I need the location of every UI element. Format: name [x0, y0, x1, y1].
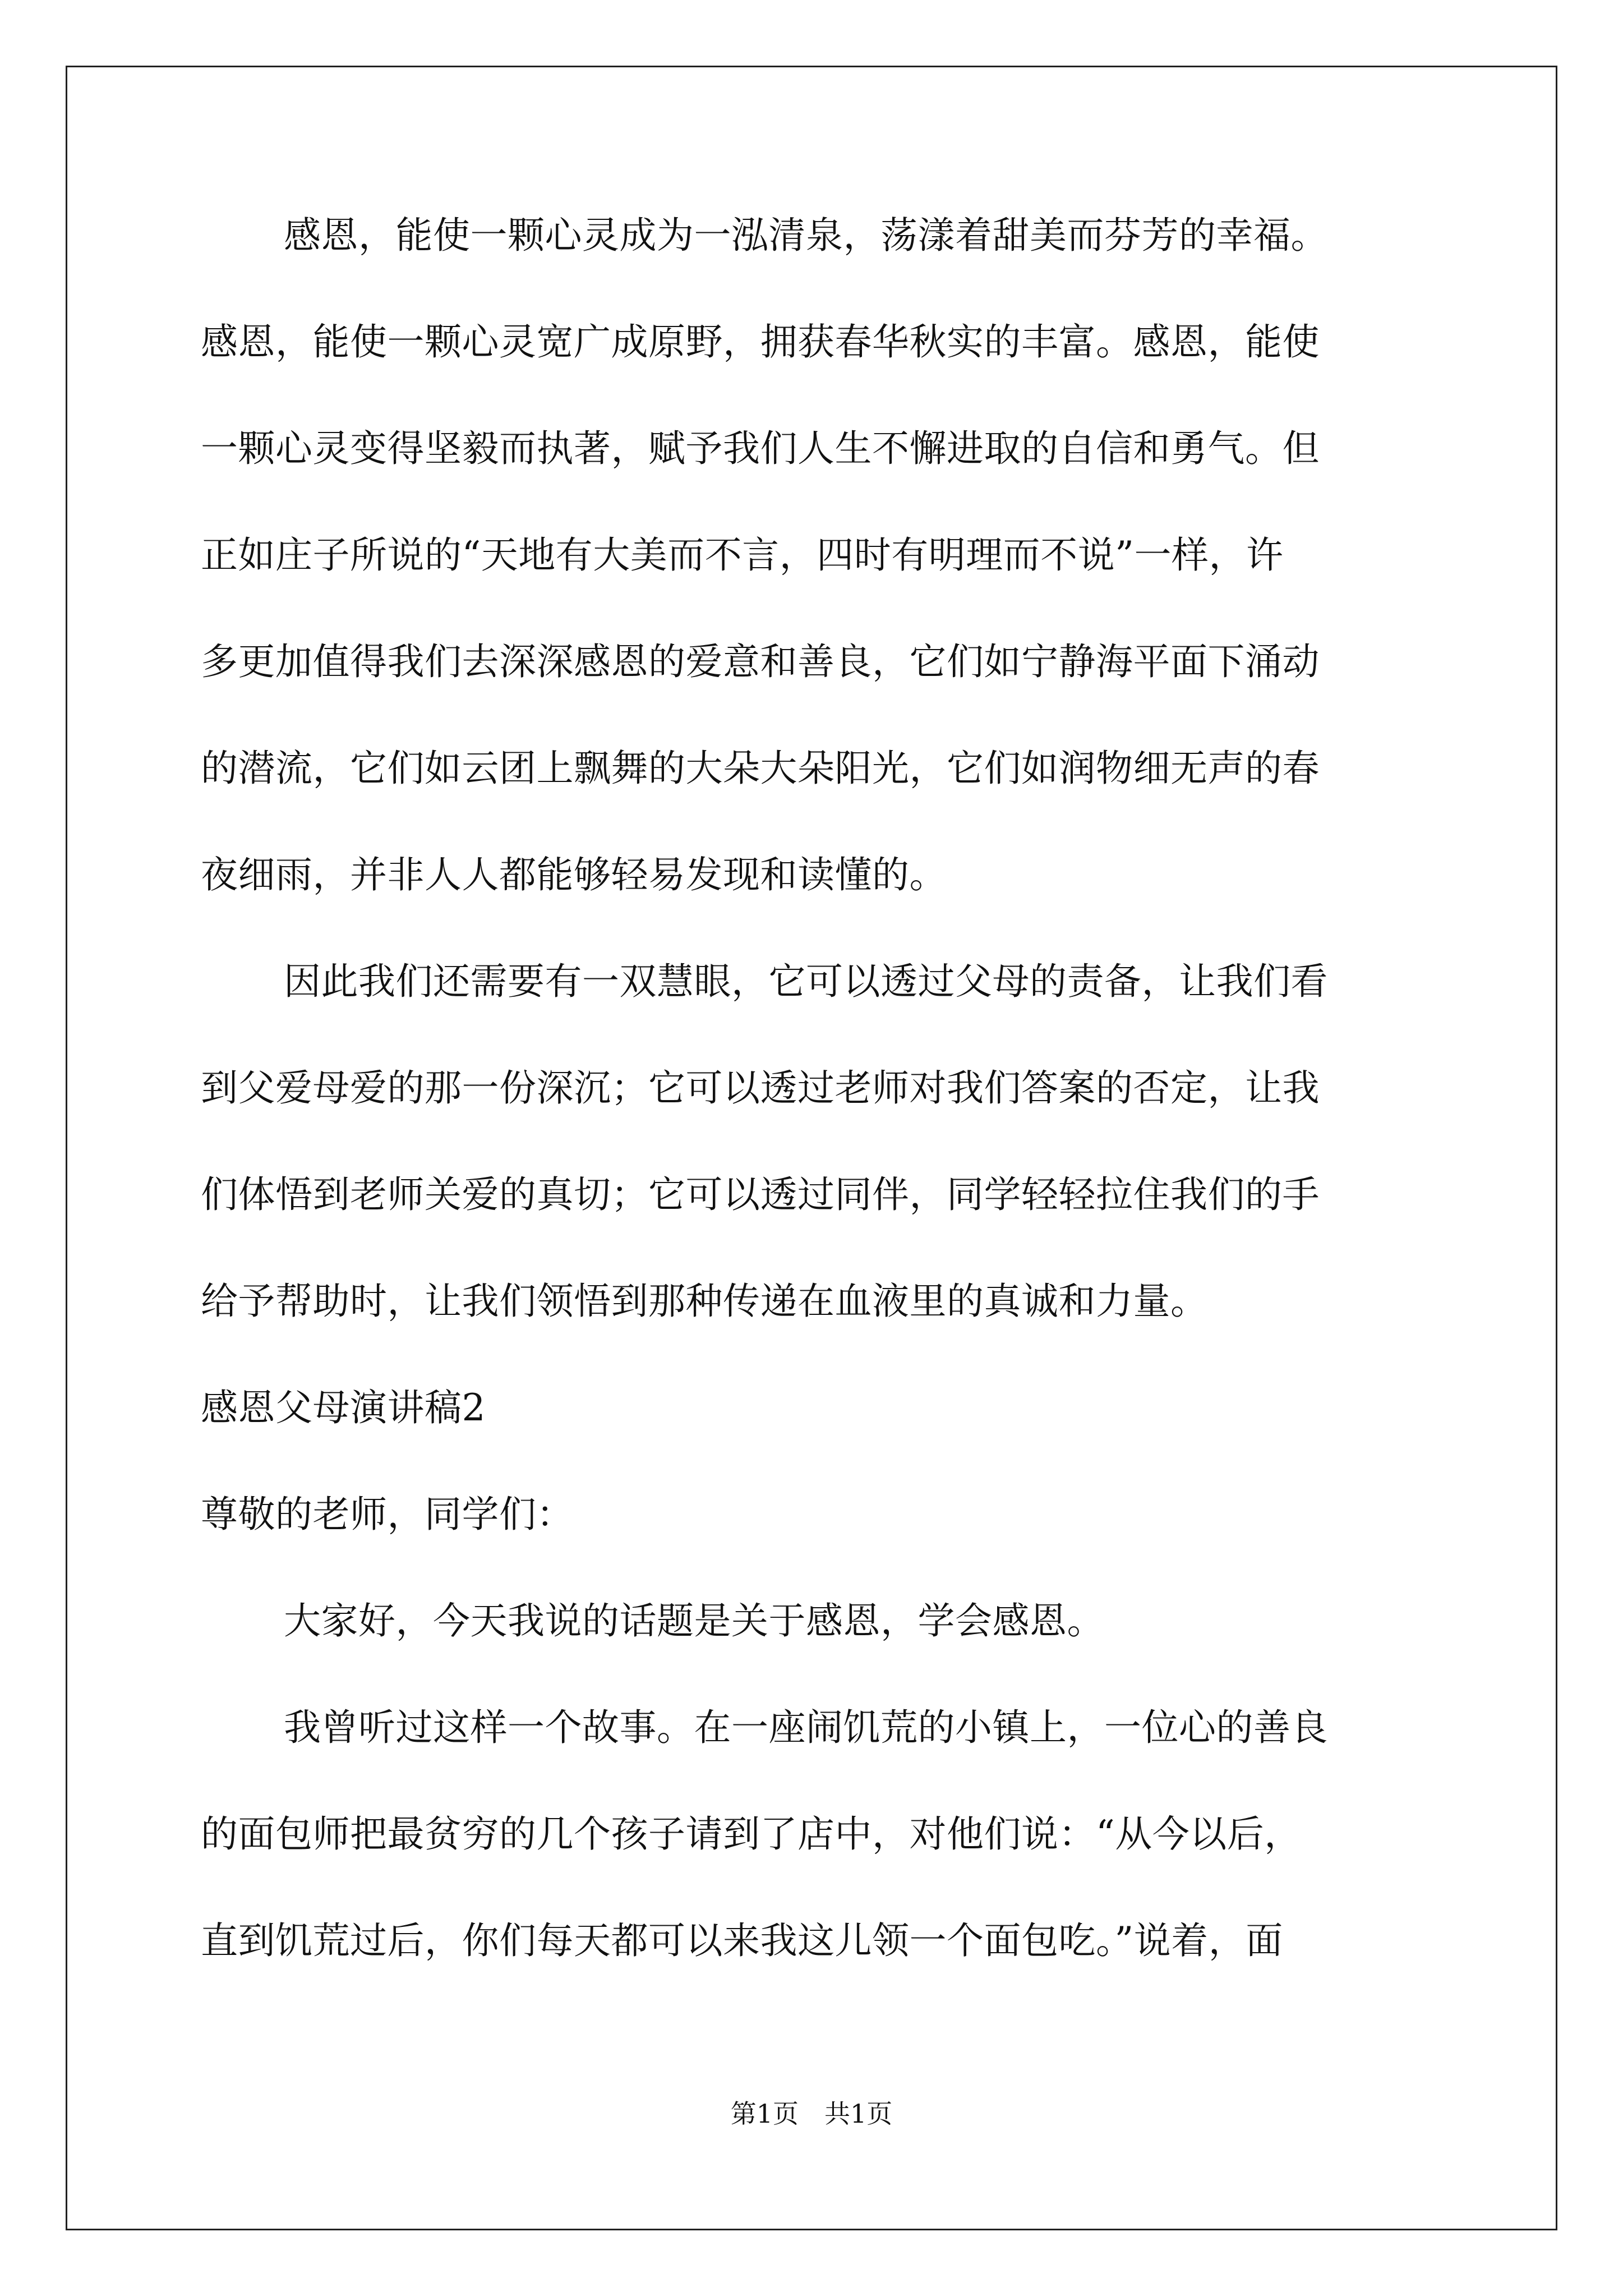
text-line: 因此我们还需要有一双慧眼，它可以透过父母的责备，让我们看 — [284, 960, 1328, 1003]
text-line: 感恩，能使一颗心灵成为一泓清泉，荡漾着甜美而芬芳的幸福。 — [284, 214, 1328, 257]
text-line: 大家好，今天我说的话题是关于感恩，学会感恩。 — [284, 1599, 1104, 1642]
text-line: 正如庄子所说的“天地有大美而不言，四时有明理而不说”一样，许 — [201, 533, 1284, 577]
text-line: 们体悟到老师关爱的真切；它可以透过同伴，同学轻轻拉住我们的手 — [201, 1173, 1320, 1216]
text-line: 感恩，能使一颗心灵宽广成原野，拥获春华秋实的丰富。感恩，能使 — [201, 320, 1320, 364]
paragraph — [201, 955, 1422, 1328]
text-line: 的潜流，它们如云团上飘舞的大朵大朵阳光，它们如润物细无声的春 — [201, 747, 1320, 790]
text-line: 到父爱母爱的那一份深沉；它可以透过老师对我们答案的否定，让我 — [201, 1066, 1320, 1110]
paragraph — [201, 1594, 1422, 1648]
section-title: 感恩父母演讲稿2 — [201, 1386, 486, 1429]
paragraph — [201, 209, 1422, 902]
document-body — [201, 209, 1422, 1968]
salutation: 尊敬的老师，同学们： — [201, 1493, 574, 1536]
text-line: 给予帮助时，让我们领悟到那种传递在血液里的真诚和力量。 — [201, 1280, 1208, 1323]
text-line: 多更加值得我们去深深感恩的爱意和善良，它们如宁静海平面下涌动 — [201, 640, 1320, 683]
text-line: 一颗心灵变得坚毅而执著，赋予我们人生不懈进取的自信和勇气。但 — [201, 427, 1320, 470]
page-footer — [0, 2097, 1623, 2131]
text-line: 直到饥荒过后，你们每天都可以来我这儿领一个面包吃。”说着，面 — [201, 1919, 1283, 1962]
text-line: 夜细雨，并非人人都能够轻易发现和读懂的。 — [201, 853, 947, 896]
text-line: 我曾听过这样一个故事。在一座闹饥荒的小镇上，一位心的善良 — [284, 1706, 1328, 1749]
salutation-block — [201, 1488, 1422, 1542]
page-number: 第1页 共1页 — [730, 2099, 893, 2129]
section-title-block — [201, 1381, 1422, 1435]
paragraph — [201, 1701, 1422, 1968]
text-line: 的面包师把最贫穷的几个孩子请到了店中，对他们说：“从今以后， — [201, 1812, 1302, 1856]
